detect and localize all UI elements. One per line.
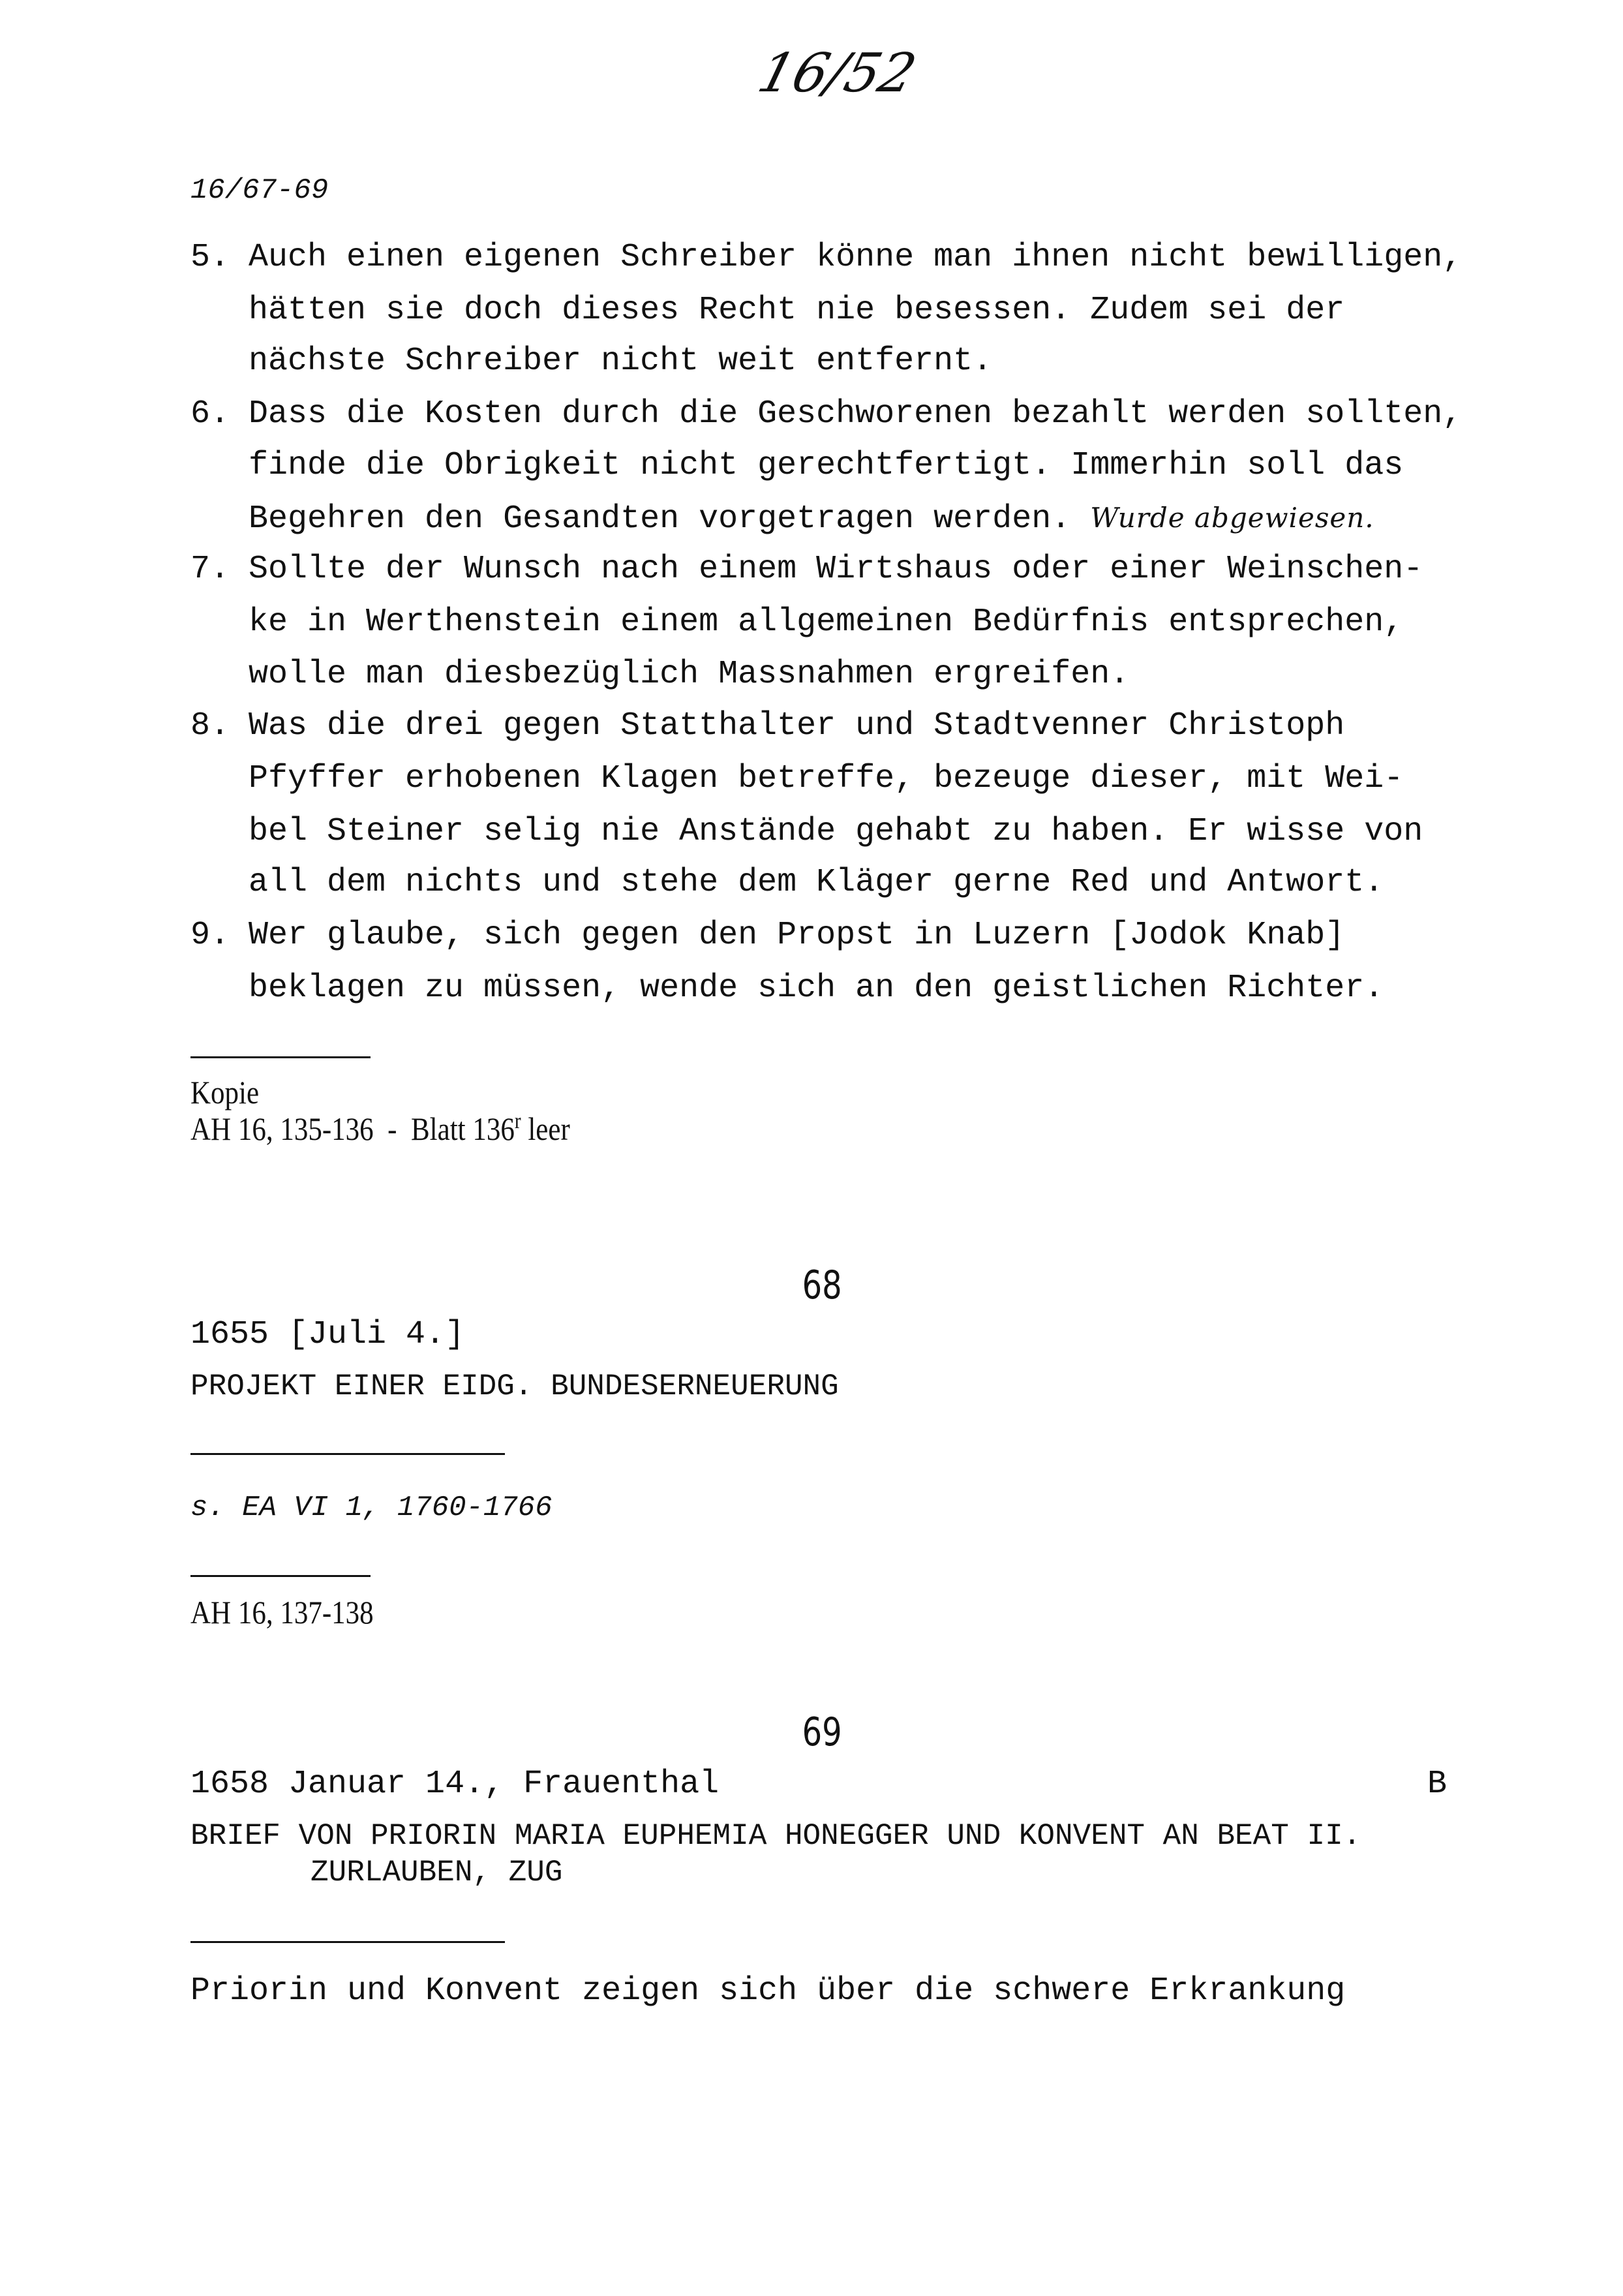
edition-reference: s. EA VI 1, 1760-1766	[190, 1492, 553, 1524]
handwritten-note: Wurde abgewiesen.	[1090, 502, 1374, 534]
document-date: 1655 [Juli 4.]	[190, 1316, 465, 1353]
item-number: 7.	[190, 551, 230, 588]
item-line: hätten sie doch dieses Recht nie besessen. Zudem sei der	[249, 292, 1345, 329]
document-number: 69	[802, 1709, 842, 1755]
item-line: bel Steiner selig nie Anstände gehabt zu haben. Er wisse von	[249, 813, 1423, 850]
document-date: 1658 Januar 14., Frauenthal	[190, 1766, 720, 1803]
item-line: ke in Werthenstein einem allgemeinen Bedürfnis entsprechen,	[249, 604, 1404, 641]
divider	[190, 1056, 371, 1058]
item-number: 6.	[190, 395, 230, 433]
document-title: PROJEKT EINER EIDG. BUNDESERNEUERUNG	[190, 1370, 839, 1403]
item-line: Was die drei gegen Statthalter und Stadtvenner Christoph	[249, 707, 1345, 744]
source-reference	[190, 1109, 570, 1148]
document-title-continued: ZURLAUBEN, ZUG	[311, 1856, 563, 1890]
item-line: Wer glaube, sich gegen den Propst in Luzern [Jodok Knab]	[249, 917, 1345, 954]
item-line: Pfyffer erhobenen Klagen betreffe, bezeuge dieser, mit Wei-	[249, 760, 1404, 797]
item-line: finde die Obrigkeit nicht gerechtfertigt. Immerhin soll das	[249, 447, 1404, 484]
folio-side: r	[514, 1109, 521, 1133]
source-ref: AH 16, 135-136 - Blatt 136	[190, 1110, 515, 1147]
divider	[190, 1941, 505, 1943]
handwritten-archive-number: 16/52	[751, 42, 923, 104]
document-marker: B	[1427, 1766, 1448, 1803]
item-text: Begehren den Gesandten vorgetragen werden.	[249, 500, 1071, 538]
document-reference: 16/67-69	[190, 174, 329, 207]
item-number: 9.	[190, 917, 230, 954]
item-number: 8.	[190, 707, 230, 744]
source-type: Kopie	[190, 1074, 260, 1110]
item-line: Auch einen eigenen Schreiber könne man ihnen nicht bewilligen,	[249, 239, 1463, 276]
item-line: Dass die Kosten durch die Geschworenen bezahlt werden sollten,	[249, 395, 1463, 433]
item-line: wolle man diesbezüglich Massnahmen ergreifen.	[249, 656, 1130, 693]
item-line: beklagen zu müssen, wende sich an den geistlichen Richter.	[249, 970, 1384, 1007]
item-line: nächste Schreiber nicht weit entfernt.	[249, 343, 993, 380]
divider	[190, 1575, 371, 1577]
item-line	[249, 498, 1374, 539]
item-number: 5.	[190, 239, 230, 276]
source-suffix: leer	[521, 1110, 570, 1147]
document-title: BRIEF VON PRIORIN MARIA EUPHEMIA HONEGGER UND KONVENT AN BEAT II.	[190, 1819, 1361, 1853]
item-line: all dem nichts und stehe dem Kläger gerne Red und Antwort.	[249, 864, 1384, 901]
divider	[190, 1453, 505, 1455]
source-reference: AH 16, 137-138	[190, 1594, 374, 1630]
document-number: 68	[802, 1263, 842, 1308]
body-text: Priorin und Konvent zeigen sich über die schwere Erkrankung	[190, 1972, 1346, 2010]
item-line: Sollte der Wunsch nach einem Wirtshaus oder einer Weinschen-	[249, 551, 1423, 588]
